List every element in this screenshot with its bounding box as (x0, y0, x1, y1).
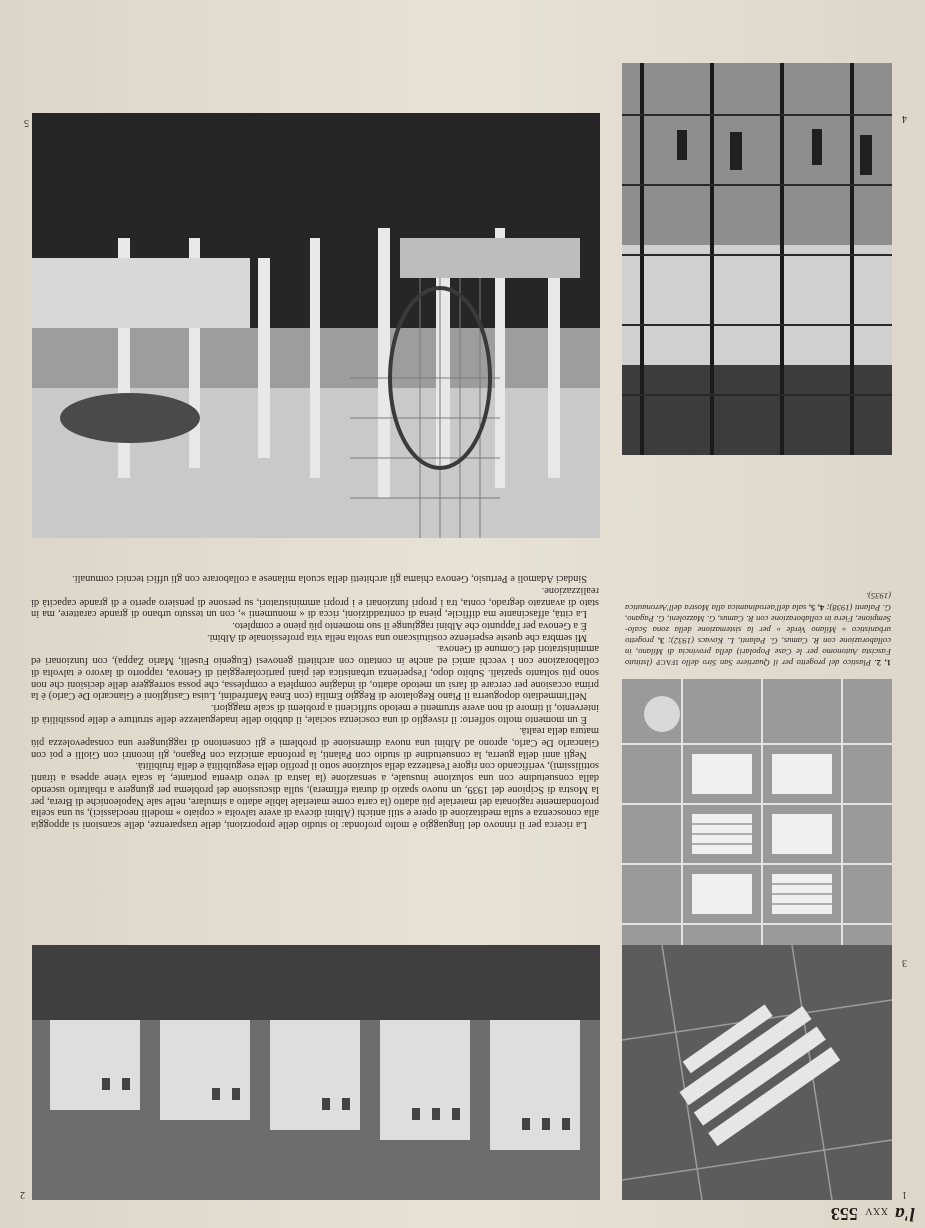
figure-4-number: 4 (902, 113, 907, 124)
paragraph: È un momento molto sofferto: il risveglio di una coscienza sociale, il dubbio delle inadeguatezze delle strutture e delle possibilità di intervento, il timore di non avere strumenti e metodo sufficienti a problemi di scale maggiori. (31, 701, 599, 725)
figure-3-photo (622, 679, 892, 964)
caption-text: Plastico del progetto per il Quartiere San Siro dello (681, 658, 872, 668)
paragraph: Negli anni della guerra, la consuetudine di studio con Palanti, la profonda amicizia con Pagano, gli incontri con Giolli e poi con Giancarlo De Carlo, aprono ad Albini una nuova dimensione di problemi e gli consentono di raggiungere una consapevolezza più matura della realtà. (31, 725, 599, 760)
figure-5-number: 5 (24, 117, 29, 128)
caption-figure-ref: 4, 5, (808, 602, 825, 613)
figure-5-photo (32, 113, 600, 538)
caption-figure-ref: 1, 2. (874, 658, 891, 668)
magazine-logo: l'a (894, 1203, 915, 1224)
figure-caption (625, 590, 891, 668)
page-number: 553 (830, 1204, 858, 1224)
caption-figure-ref: 3, (657, 635, 665, 646)
running-header (831, 1202, 915, 1224)
figure-1-photo (622, 945, 892, 1200)
paragraph: Sindaci Adamoli e Pertusio, Genova chiama gli architetti della scuola milanese a collaborare con gli uffici tecnici comunali. (72, 573, 587, 585)
article-body (31, 573, 599, 830)
paragraph: La città, affascinante ma difficile, piena di contraddizioni, ricca di « monumenti », con un tessuto urbano di grande carattere, ma in stato di avanzato degrado, conta, tra i propri funzionari e i propri amministratori, su persone di pensiero aperto e di grande capacità di realizzazione. (31, 584, 599, 620)
caption-abbreviation: IFACP (655, 658, 679, 667)
paragraph: Mi sembra che queste esperienze costituiscano una svolta nella vita professionale di Albini. (206, 631, 587, 643)
paragraph: La ricerca per il rinnovo del linguaggio è molto profonda: lo studio delle proporzioni, delle trasparenze, delle scansioni si appoggia alla conoscenza e sulla meditazione di opere e stili antichi (Albini diceva di avere talvolta « copiato » modelli neoclassici), su una scelta profondamente ragionata del materiale più adatto (la carta come materiale labile adatto a simulare, nelle sale Napoleoniche di Brera, per la Mostra di Scipione del 1939, un nuovo spazio di durata effimera), sulla discussione del problema per giungere a ribaltarlo uscendo dalla consuetudine con una soluzione inusuale, a sensazione (la lastra di vetro diventa portante, la scala viene appesa a tiranti sottilissimi), verificando con rigore l'esattezza della soluzione sotto il profilo della eseguibilità e della fruibilità. (31, 760, 599, 830)
caption-text: sala dell'aerodinamica alla Mostra dell'Aeronautica (1935). (624, 591, 891, 613)
paragraph: Nell'immediato dopoguerra il Piano Regolatore di Reggio Emilia (con Enea Manfredini, Luisa Castiglioni e Giancarlo De Carlo) è la prima occasione per cercare di farsi un metodo adatto, di indagine completa e complessa, che possa sorreggere delle decisioni che non sono più soltanto spaziali. Subito dopo, l'esperienza urbanistica dei piani particolareggiati di Genova, rapporto di lavoro e talvolta di collaborazione con i vecchi amici ed anche in contatto con architetti genovesi (Eugenio Fuselli, Mario Zappa), con funzionari ed amministratori del Comune di Genova. (31, 643, 599, 702)
caption-text: (Istituto Fascista Autonomo per le Case Popolari) della provincia di Milano, in collaborazione con R. Camus, G. Palanti, L. Kovacs (1932); (624, 635, 891, 668)
figure-1-number: 1 (902, 1189, 907, 1200)
figure-2-photo (32, 945, 600, 1200)
figure-4-photo (622, 63, 892, 455)
volume-number: XXV (864, 1205, 888, 1216)
paragraph: È a Genova per l'appunto che Albini raggiunge il suo momento più pieno e completo. (232, 620, 587, 632)
figure-3-number: 3 (902, 957, 907, 968)
figure-2-number: 2 (20, 1189, 25, 1200)
caption-text: progetto urbanistico « Milano Verde » per la sistemazione della zona Scalo-Sempione, Fiera in collaborazione con R. Camus, G. Mazzoleni, G. Pagano, G. Palanti (1938); (625, 602, 891, 646)
